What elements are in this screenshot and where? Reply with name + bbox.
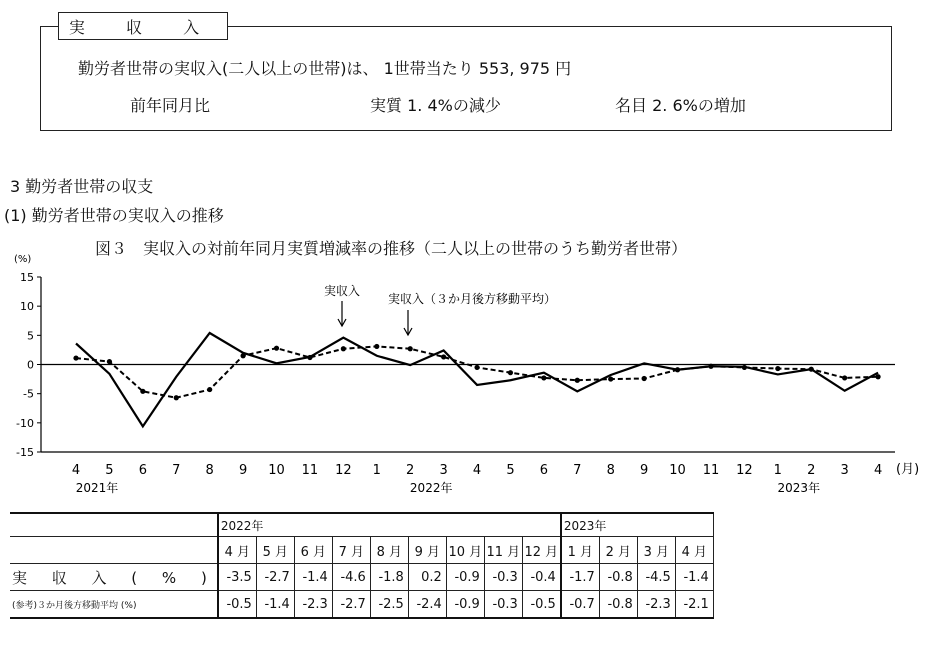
x-tick-label: 5: [506, 463, 515, 478]
x-tick-label: 1: [372, 463, 381, 478]
x-tick-label: 6: [138, 463, 147, 478]
table-value-cell: -0.8: [599, 564, 637, 591]
x-year-label: 2021年: [75, 481, 119, 495]
table-corner-cell: [10, 513, 218, 537]
x-tick-label: 6: [539, 463, 549, 478]
x-tick-label: 3: [439, 463, 448, 478]
table-value-cell: -0.3: [484, 564, 522, 591]
x-tick-label: 4: [873, 463, 883, 478]
table-value-cell: -2.3: [294, 591, 332, 619]
table-value-cell: -0.5: [522, 591, 561, 619]
x-tick-label: 2: [406, 463, 415, 478]
summary-real-change: 実質 1. 4%の減少: [370, 96, 501, 115]
y-tick-label: -10: [16, 416, 34, 430]
moving-average-point: [307, 355, 312, 360]
moving-average-point: [341, 346, 346, 351]
moving-average-point: [408, 346, 413, 351]
x-tick-label: 7: [172, 463, 181, 478]
table-value-cell: -0.9: [446, 591, 484, 619]
table-year-2023: 2023年: [561, 513, 714, 537]
table-value-cell: -2.7: [256, 564, 294, 591]
table-month-header: 12 月: [522, 537, 561, 564]
income-series-line: [76, 333, 878, 426]
table-value-cell: 0.2: [408, 564, 446, 591]
x-tick-label: 2: [807, 463, 816, 478]
x-tick-label: 10: [268, 463, 285, 478]
moving-average-point: [140, 389, 145, 394]
x-tick-label: 8: [205, 463, 214, 478]
table-value-cell: -2.3: [637, 591, 675, 619]
table-month-label-cell: [10, 537, 218, 564]
moving-average-point: [207, 387, 212, 392]
table-value-cell: -1.4: [675, 564, 713, 591]
table-value-cell: -0.8: [599, 591, 637, 619]
table-value-cell: -1.7: [561, 564, 600, 591]
table-month-header: 2 月: [599, 537, 637, 564]
table-month-header: 4 月: [675, 537, 713, 564]
moving-average-point: [742, 365, 747, 370]
table-value-cell: -2.4: [408, 591, 446, 619]
y-tick-label: -5: [23, 387, 34, 401]
annotation-label: 実収入（３か月後方移動平均）: [388, 292, 557, 306]
chart-series: [73, 333, 880, 426]
section-subheading: (1) 勤労者世帯の実収入の推移: [4, 206, 224, 225]
table-month-header: 7 月: [332, 537, 370, 564]
summary-title: 実 収 入: [58, 12, 228, 40]
moving-average-point: [274, 346, 279, 351]
table-month-header: 5 月: [256, 537, 294, 564]
table-value-cell: -4.6: [332, 564, 370, 591]
y-tick-label: 5: [27, 329, 34, 343]
section-heading: 3 勤労者世帯の収支: [10, 177, 154, 196]
table-value-cell: -2.5: [370, 591, 408, 619]
x-tick-label: 10: [669, 463, 686, 478]
moving-average-point: [107, 359, 112, 364]
y-tick-label: 10: [20, 300, 34, 314]
table-value-cell: -0.9: [446, 564, 484, 591]
moving-average-point: [474, 365, 479, 370]
moving-average-point: [241, 353, 246, 358]
moving-average-point: [642, 376, 647, 381]
x-tick-label: 9: [639, 463, 649, 478]
moving-average-point: [575, 378, 580, 383]
x-tick-label: 11: [702, 463, 720, 478]
summary-nominal-change: 名目 2. 6%の増加: [615, 96, 746, 115]
moving-average-point: [708, 364, 713, 369]
chart-title: 図３ 実収入の対前年同月実質増減率の推移（二人以上の世帯のうち勤労者世帯）: [95, 239, 688, 258]
table-month-header: 10 月: [446, 537, 484, 564]
x-tick-label: 4: [71, 463, 81, 478]
table-month-header: 1 月: [561, 537, 600, 564]
table-value-cell: -4.5: [637, 564, 675, 591]
x-tick-label: 7: [573, 463, 582, 478]
table-value-cell: -2.7: [332, 591, 370, 619]
x-tick-label: 8: [606, 463, 615, 478]
table-value-cell: -1.8: [370, 564, 408, 591]
table-month-header: 6 月: [294, 537, 332, 564]
moving-average-point: [875, 374, 880, 379]
table-month-header: 8 月: [370, 537, 408, 564]
table-row-label: 実 収 入 ( % ): [10, 564, 218, 591]
table-month-header: 11 月: [484, 537, 522, 564]
x-tick-label: 12: [335, 463, 352, 478]
data-table: [10, 512, 714, 619]
x-tick-label: 1: [773, 463, 782, 478]
x-year-label: 2023年: [777, 481, 821, 495]
x-tick-label: 5: [105, 463, 114, 478]
table-month-header: 9 月: [408, 537, 446, 564]
x-tick-label: 12: [736, 463, 753, 478]
table-value-cell: -0.7: [561, 591, 600, 619]
moving-average-point: [675, 367, 680, 372]
summary-yoy-label: 前年同月比: [130, 96, 211, 115]
moving-average-point: [842, 375, 847, 380]
x-tick-label: 9: [238, 463, 248, 478]
table-value-cell: -2.1: [675, 591, 713, 619]
moving-average-series-line: [76, 346, 878, 397]
x-tick-label: 11: [301, 463, 319, 478]
summary-income-line: 勤労者世帯の実収入(二人以上の世帯)は、 1世帯当たり 553, 975 円: [78, 59, 572, 78]
moving-average-point: [541, 375, 546, 380]
y-tick-label: 0: [27, 358, 34, 372]
moving-average-point: [608, 376, 613, 381]
moving-average-point: [73, 355, 78, 360]
table-row-label: (参考)３か月後方移動平均 (%): [10, 591, 218, 619]
table-value-cell: -1.4: [256, 591, 294, 619]
y-tick-label: 15: [20, 271, 34, 284]
moving-average-point: [809, 367, 814, 372]
y-tick-label: -15: [16, 446, 34, 459]
y-axis-unit-label: (%): [14, 254, 32, 265]
moving-average-point: [174, 395, 179, 400]
income-change-line-chart: [0, 250, 930, 505]
x-axis-unit-label: (月): [896, 462, 920, 477]
table-value-cell: -0.3: [484, 591, 522, 619]
table-month-header: 4 月: [218, 537, 257, 564]
table-month-header: 3 月: [637, 537, 675, 564]
x-tick-label: 3: [840, 463, 849, 478]
table-value-cell: -3.5: [218, 564, 257, 591]
table-value-cell: -0.5: [218, 591, 257, 619]
table-year-2022: 2022年: [218, 513, 561, 537]
table-value-cell: -1.4: [294, 564, 332, 591]
annotation-label: 実収入: [323, 284, 361, 298]
moving-average-point: [775, 366, 780, 371]
moving-average-point: [374, 344, 379, 349]
moving-average-point: [441, 354, 446, 359]
moving-average-point: [508, 370, 513, 375]
table-value-cell: -0.4: [522, 564, 561, 591]
x-tick-label: 4: [472, 463, 482, 478]
x-year-label: 2022年: [409, 481, 453, 495]
chart-annotations: [324, 283, 556, 335]
